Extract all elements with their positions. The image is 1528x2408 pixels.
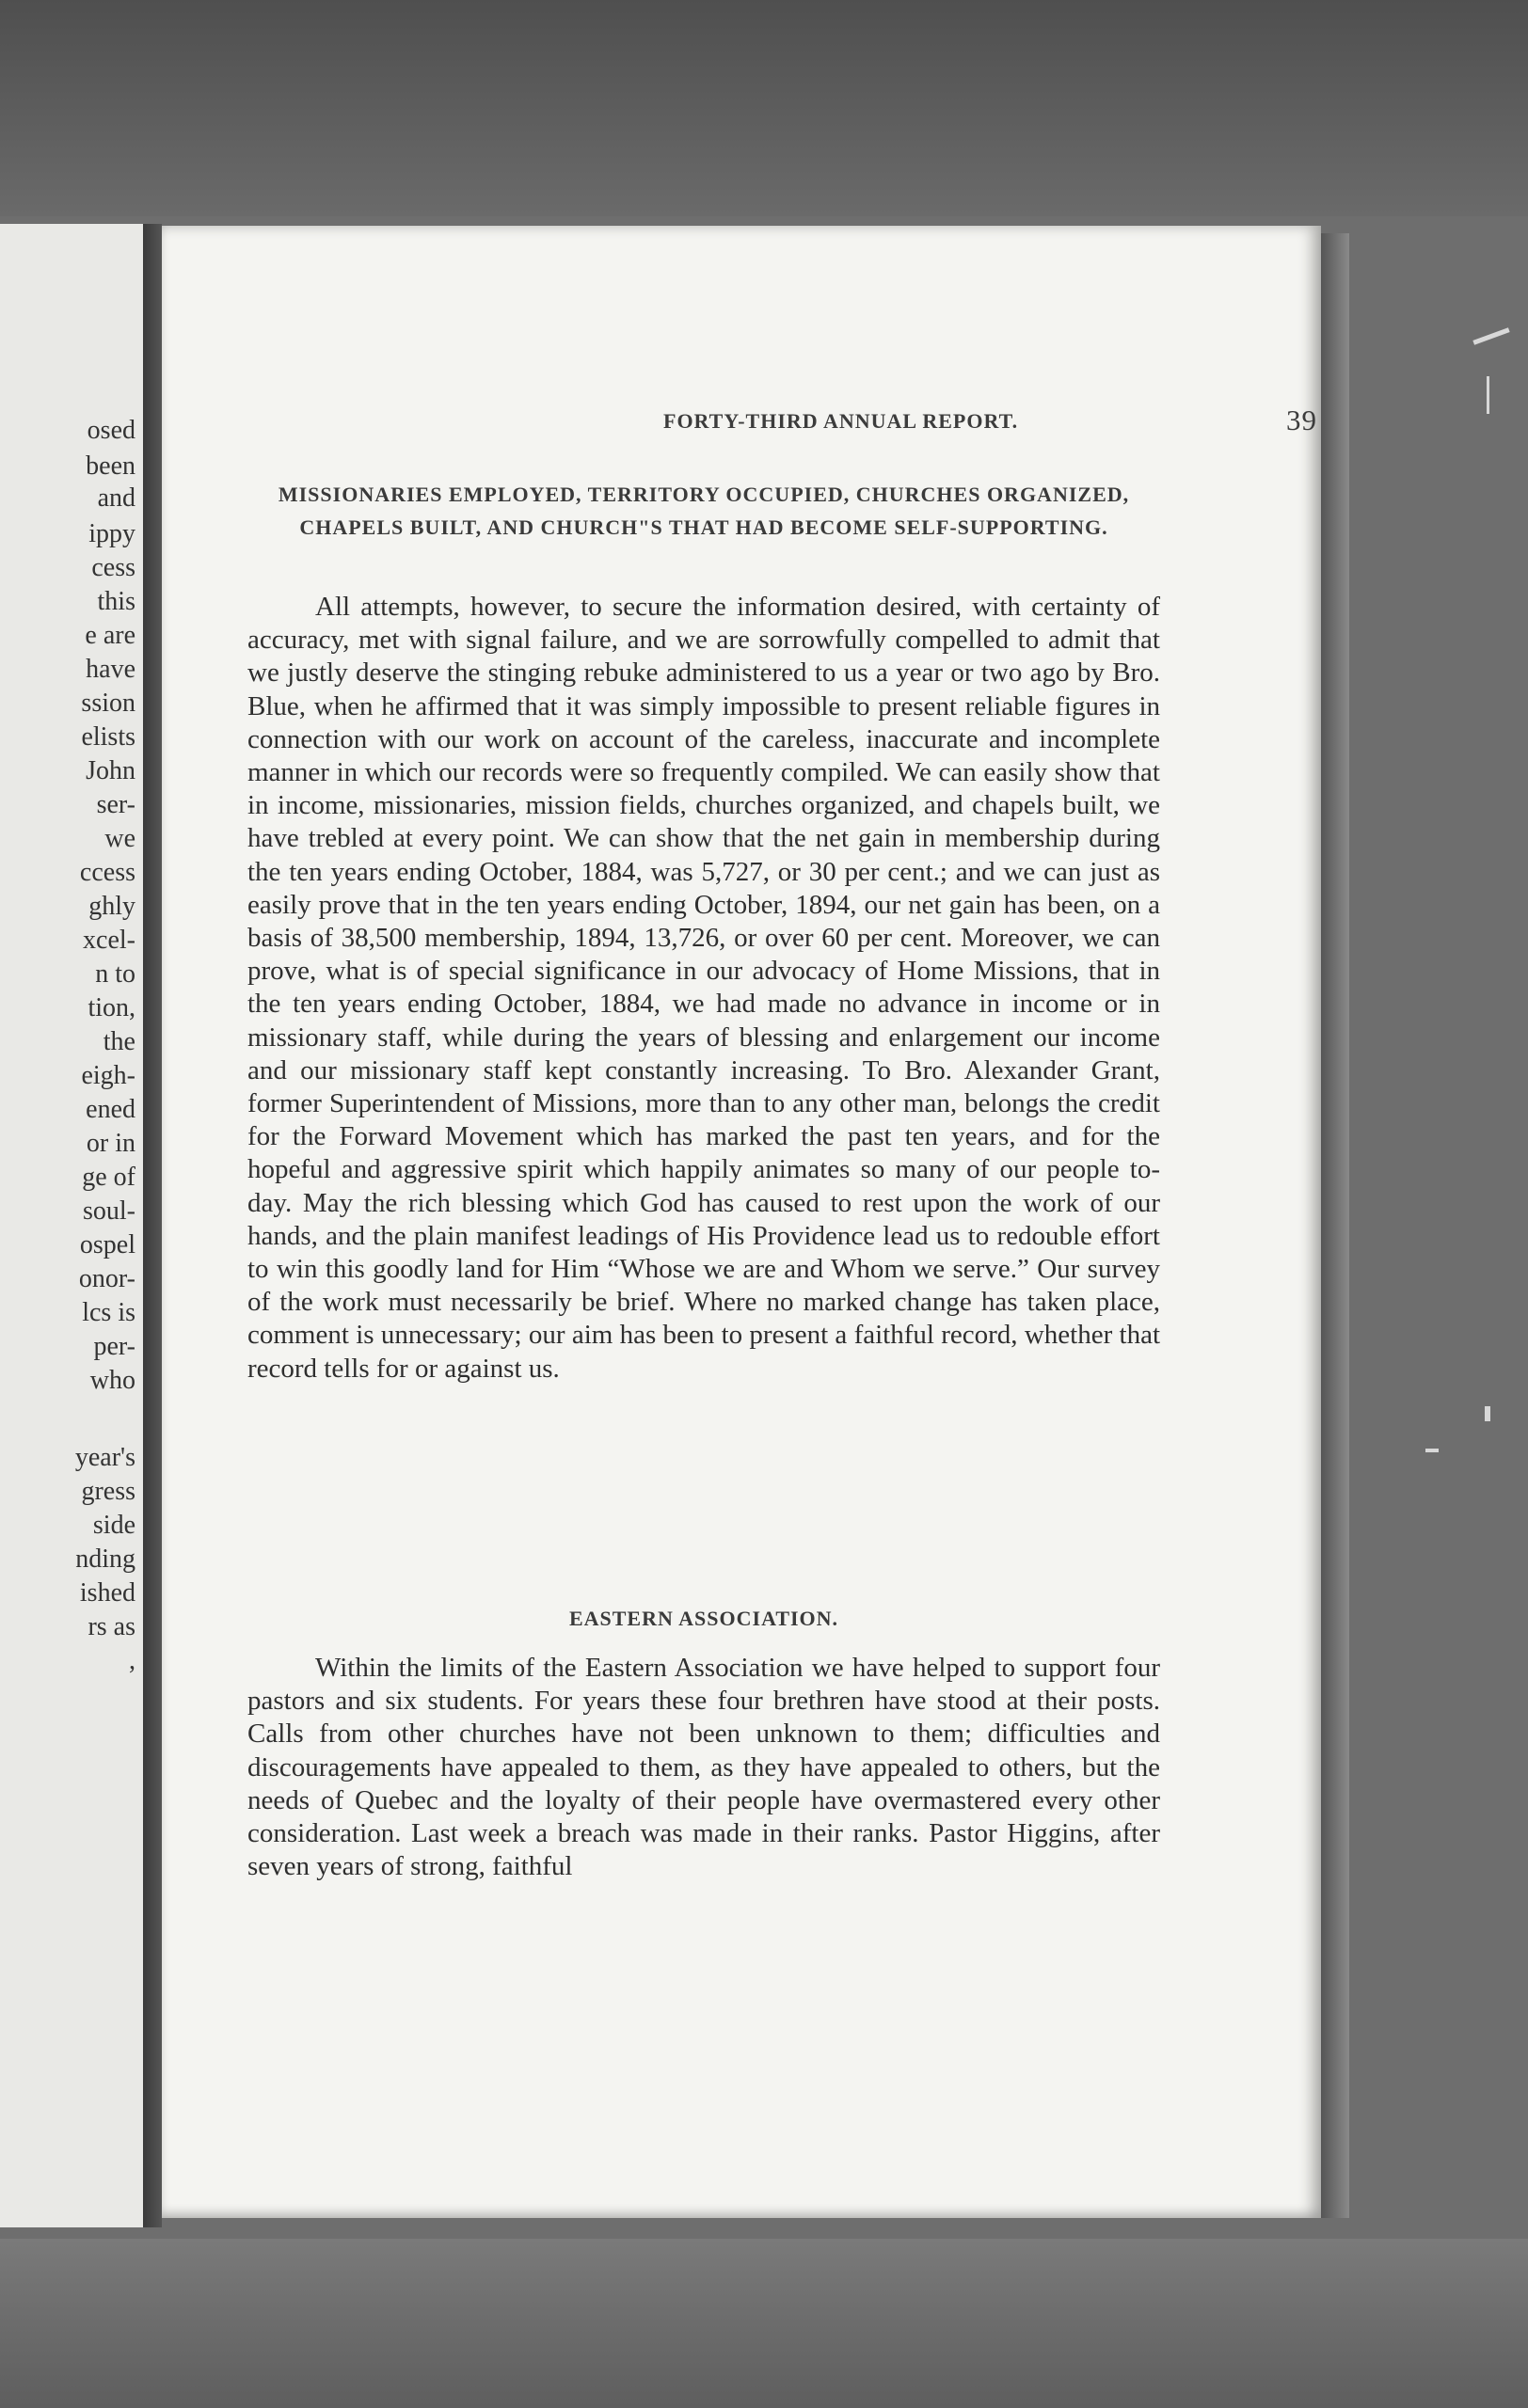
- right-page: [162, 226, 1321, 2218]
- left-page-text-fragment: tion,: [88, 993, 135, 1022]
- book-gutter: [143, 224, 162, 2227]
- left-page-text-fragment: e are: [85, 621, 135, 650]
- scan-mark: [1425, 1449, 1439, 1452]
- left-page-text-fragment: lcs is: [82, 1298, 135, 1327]
- left-page-text-fragment: elists: [81, 722, 135, 752]
- scan-mark: [1472, 327, 1509, 344]
- left-page-text-fragment: ge of: [82, 1163, 135, 1192]
- left-page-text-fragment: rs as: [88, 1612, 135, 1641]
- left-page-text-fragment: nding: [75, 1545, 135, 1574]
- scan-mark: [1485, 1406, 1490, 1421]
- left-page-text-fragment: osed: [87, 416, 135, 445]
- left-page-text-fragment: n to: [95, 959, 135, 989]
- left-page-text-fragment: side: [92, 1511, 135, 1540]
- paragraph-text: All attempts, however, to secure the information desired, with certainty of accuracy, met with signal failure, and we are sorrowfully compelled to admit that we justly deserve the stinging rebuke administered to us a year or two ago by Bro. Blue, when he affirmed that it was simply impossible to present reliable figures in connection with our work on account of the careless, inaccurate and incomplete manner in which our records were so frequently compiled. We can easily show that in income, missionaries, mission fields, churches organized, and chapels built, we have trebled at every point. We can show that the net gain in membership during the ten years ending October, 1884, was 5,727, or 30 per cent.; and we can just as easily prove that in the ten years ending October, 1894, our net gain has been, on a basis of 38,500 membership, 1894, 13,726, or over 60 per cent. Moreover, we can prove, what is of special significance in our advocacy of Home Missions, that in the ten years ending October, 1884, we had made no advance in income or in missionary staff, while during the years of blessing and enlargement our income and our missionary staff kept constantly increasing. To Bro. Alexander Grant, former Superintendent of Missions, more than to any other man, belongs the credit for the Forward Movement which has marked the past ten years, and for the hopeful and aggressive spirit which happily animates so many of our people to-day. May the rich blessing which God has caused to rest upon the work of our hands, and the plain manifest leadings of His Providence lead us to redouble effort to win this goodly land for Him “Whose we are and Whom we serve.” Our survey of the work must necessarily be brief. Where no marked change has taken place, comment is unnecessary; our aim has been to present a faithful record, whether that record tells for or against us.: [247, 592, 1160, 1384]
- left-page-text-fragment: eigh-: [81, 1061, 135, 1090]
- page-number: 39: [1286, 404, 1317, 436]
- left-page-text-fragment: John: [86, 756, 135, 785]
- left-page-text-fragment: this: [97, 587, 135, 616]
- left-page-text-fragment: who: [89, 1366, 135, 1395]
- running-head-title: FORTY-THIRD ANNUAL REPORT.: [663, 409, 1019, 433]
- left-page-text-fragment: ospel: [79, 1230, 135, 1259]
- left-page-text-fragment: ccess: [79, 858, 135, 887]
- left-page-text-fragment: ,: [129, 1646, 135, 1675]
- left-page-text-fragment: the: [103, 1027, 135, 1056]
- left-page-text-fragment: gress: [81, 1477, 135, 1506]
- left-page-fragment: [0, 224, 143, 2227]
- left-page-text-fragment: onor-: [78, 1264, 135, 1293]
- left-page-text-fragment: have: [86, 655, 135, 684]
- left-page-text-fragment: per-: [93, 1332, 135, 1361]
- section-headline: MISSIONARIES EMPLOYED, TERRITORY OCCUPIED, CHURCHES ORGANIZED, CHAPELS BUILT, AND CHURCH"S THAT HAD BECOME SELF-SUPPORTING.: [278, 483, 1130, 539]
- left-page-text-fragment: ished: [79, 1578, 135, 1608]
- body-paragraph-1: [247, 591, 1160, 1386]
- left-page-text-fragment: and: [97, 483, 135, 513]
- page-edge: [1321, 233, 1349, 2218]
- scan-mark: [1487, 376, 1489, 414]
- left-page-text-fragment: ssion: [81, 689, 135, 718]
- left-page-text-fragment: we: [104, 824, 135, 853]
- left-page-text-fragment: year's: [74, 1443, 135, 1472]
- left-page-text-fragment: been: [86, 452, 135, 481]
- left-page-text-fragment: soul-: [83, 1196, 135, 1226]
- body-paragraph-2: [247, 1652, 1160, 1883]
- left-page-text-fragment: or in: [86, 1129, 135, 1158]
- left-page-text-fragment: cess: [91, 553, 135, 582]
- left-page-text-fragment: ippy: [88, 519, 135, 548]
- paragraph-text: Within the limits of the Eastern Association we have helped to support four pastors and six students. For years these four brethren have stood at their posts. Calls from other churches have not been unknown to them; difficulties and discouragements have appealed to them, as they have appealed to others, but the needs of Quebec and the loyalty of their people have overmastered every other consideration. Last week a breach was made in their ranks. Pastor Higgins, after seven years of strong, faithful: [247, 1653, 1160, 1882]
- scan-background-top: [0, 0, 1528, 216]
- eastern-association-heading: EASTERN ASSOCIATION.: [568, 1607, 839, 1630]
- left-page-text-fragment: ser-: [96, 790, 135, 819]
- left-page-text-fragment: xcel-: [83, 926, 135, 955]
- scan-background-bottom: [0, 2239, 1528, 2408]
- left-page-text-fragment: ened: [86, 1095, 135, 1124]
- left-page-text-fragment: ghly: [88, 892, 135, 921]
